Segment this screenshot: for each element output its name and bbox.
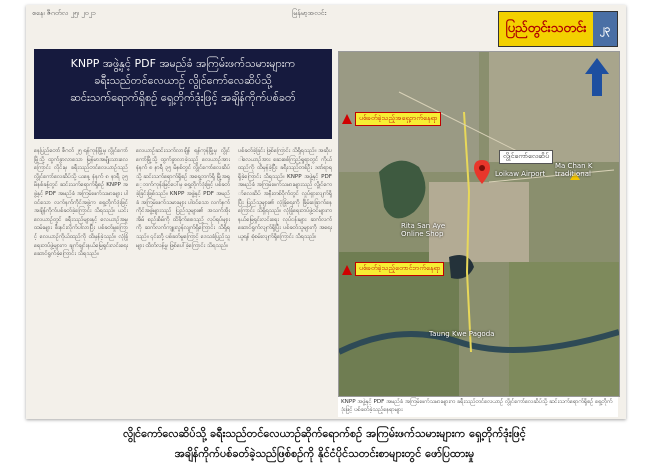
article-column-2: လေယာဉ်ဆင်းသက်လာချိန် ရန်ကုန်မြို့မှ လွိုင်ကော်မြို့သို့ ထွက်ခွာလာခဲ့သည့် လေယာဉ်အား နံနက် ၈ နာရီ ၃၅ မိနစ်တွင် လွိုင်ကော်လေဆိပ်သို့ ဆင်းသက်ရောက်ရှိစဉ် အရှေ့ဘက်ရှိ မြို့အရှေ့ဘက်ကုန်းမြင့်ပေါ်မှ ရှေ့တိုက်ဒုံးဖြင့် ပစ်ခတ်ခဲ့ခြင်းဖြစ်သည်။ KNPP အဖွဲ့နှင့် PDF အမည်ခံ အကြမ်းဖက်သမားများ ပါဝင်သော လက်နက်ကိုင်အဖွဲ့များသည် ပြည်သူများ၏ အသက်အိုးအိမ် စည်းစိမ်ကို ထိခိုက်စေသည့် လုပ်ရပ်များကို ဆက်လက်ကျူးလွန်လျက်ရှိကြောင်း သိရှိရသည်။ ၎င်းတို့ ပစ်ခတ်မှုကြောင့် ဒေသခံပြည်သူများ ထိတ်လန့်မှု ဖြစ်ပေါ်ခဲ့ကြောင်း သိရသည်။ xyxy=(136,148,230,249)
map-label-south: ပစ်ခတ်ခဲ့သည့်တောင်ဘက်နေရာ xyxy=(355,262,444,276)
newspaper-name: မြန်မာ့အလင်း xyxy=(292,9,327,17)
map-label-machan: Ma Chan K traditional xyxy=(555,162,593,178)
image-caption xyxy=(0,424,649,464)
map-label-pagoda: Taung Kwe Pagoda xyxy=(429,330,495,338)
map-label-airport: လွိုင်ကော်လေဆိပ် xyxy=(499,150,553,164)
caption-line-2: အချိန်ကိုက်ပစ်ခတ်ခဲ့သည်ဖြစ်စဉ်ကို နိုင်ငံပိုင်သတင်းစာများတွင် ဖော်ပြထားမှု xyxy=(174,447,475,460)
masthead-title: ပြည်တွင်းသတင်း xyxy=(505,20,587,36)
satellite-map xyxy=(338,51,620,397)
article-body xyxy=(34,147,332,413)
headline-box xyxy=(34,49,332,139)
section-masthead xyxy=(498,11,618,47)
map-label-shop: Rita San Aye Online Shop xyxy=(401,222,446,238)
caption-line-1: လွိုင်ကော်လေဆိပ်သို့ ခရီးသည်တင်လေယာဉ်ဆိုက်ရောက်စဉ် အကြမ်းဖက်သမားများက ရှေ့တိုက်ဒုံးဖြင့် xyxy=(123,427,526,440)
newspaper-page xyxy=(26,5,626,419)
headline-line-3: ဆင်းသက်ရောက်ရှိစဉ် ရှေ့တိုက်ဒုံးဖြင့် အချိန်ကိုက်ပစ်ခတ် xyxy=(70,91,296,104)
issue-date: စနေ၊ ဇီဂတ်လ ၂၅၊ ၂၀၂၁ xyxy=(32,9,96,17)
map-caption: KNPP အဖွဲ့နှင့် PDF အမည်ခံ အကြမ်းဖက်သမားများက ခရီးသည်တင်လေယာဉ် လွိုင်ကော်လေဆိပ်သို့ ဆင်းသက်ရောက်ရှိစဉ် ရှေ့တိုက်ဒုံးဖြင့် ပစ်ခတ်ခဲ့သည့်နေရာများ xyxy=(338,397,618,417)
headline-line-2: ခရီးသည်တင်လေယာဉ် လွိုင်ကော်လေဆိပ်သို့ xyxy=(94,74,272,87)
article-column-1: နေပြည်တော် ဇီဂတ် ၂၅ ရန်ကုန်မြို့မှ လွိုင်ကော်မြို့သို့ ထွက်ခွာလာသော မြန်မာအမျိုးသားလေကြောင်း လိုင်းမှ ခရီးသည်တင်လေယာဉ်သည် လွိုင်ကော်လေဆိပ်သို့ ယနေ့ နံနက် ၈ နာရီ ၃၅ မိနစ်ခန့်တွင် ဆင်းသက်ရောက်ရှိစဉ် KNPP အဖွဲ့နှင့် PDF အမည်ခံ အကြမ်းဖက်သမားများ ပါဝင်သော လက်နက်ကိုင်အဖွဲ့က ရှေ့တိုက်ဒုံးဖြင့် အချိန်ကိုက်ပစ်ခတ်ခဲ့ကြောင်း သိရသည်။ ယင်းလေယာဉ်တွင် ခရီးသည်များနှင့် လေယာဉ်အမှုထမ်းများ စီးနင်းလိုက်ပါလာပြီး ပစ်ခတ်မှုကြောင့် လေယာဉ်ကိုယ်ထည်ကို ထိမှန်ခဲ့သည်။ လုံခြုံရေးတပ်ဖွဲ့များက ချက်ချင်းနယ်မြေရှင်းလင်းရေး ဆောင်ရွက်ခဲ့ကြောင်း သိရသည်။ xyxy=(34,148,128,258)
headline-line-1: KNPP အဖွဲ့နှင့် PDF အမည်ခံ အကြမ်းဖက်သမားများက xyxy=(70,57,296,70)
map-label-airport-en: Loikaw Airport xyxy=(495,170,546,178)
article-column-3: ပစ်ခတ်ခဲ့ခြင်း ဖြစ်ကြောင်း သိရှိရသည်။ အဆိုပါလေယာဉ်အား ဆေးစစ်ကြည့်ရှုရာတွင် ကိုယ်ထည်ကို ထိမှန်ခဲ့ပြီး ခရီးသည်တစ်ဦး ဒဏ်ရာရရှိခဲ့ကြောင်း သိရသည်။ KNPP အဖွဲ့နှင့် PDF အမည်ခံ အကြမ်းဖက်သမားများသည် လွိုင်ကော်လေဆိပ် အနီးတစ်ဝိုက်တွင် လှုပ်ရှားလျက်ရှိပြီး ပြည်သူများ၏ လုံခြုံရေးကို ခြိမ်းခြောက်နေကြောင်း သိရှိရသည်။ လုံခြုံရေးတပ်ဖွဲ့ဝင်များက နယ်မြေရှင်းလင်းရေး လုပ်ငန်းများ ဆက်လက်ဆောင်ရွက်လျက်ရှိပြီး ပစ်ခတ်သူများကို အရေးယူရန် စုံစမ်းလျက်ရှိကြောင်း သိရသည်။ xyxy=(238,148,332,240)
page-number: ၂၃ xyxy=(593,12,617,46)
map-imagery xyxy=(339,52,619,396)
map-label-east: ပစ်ခတ်ခဲ့သည့်အရှေ့ဘက်နေရာ xyxy=(355,112,441,126)
